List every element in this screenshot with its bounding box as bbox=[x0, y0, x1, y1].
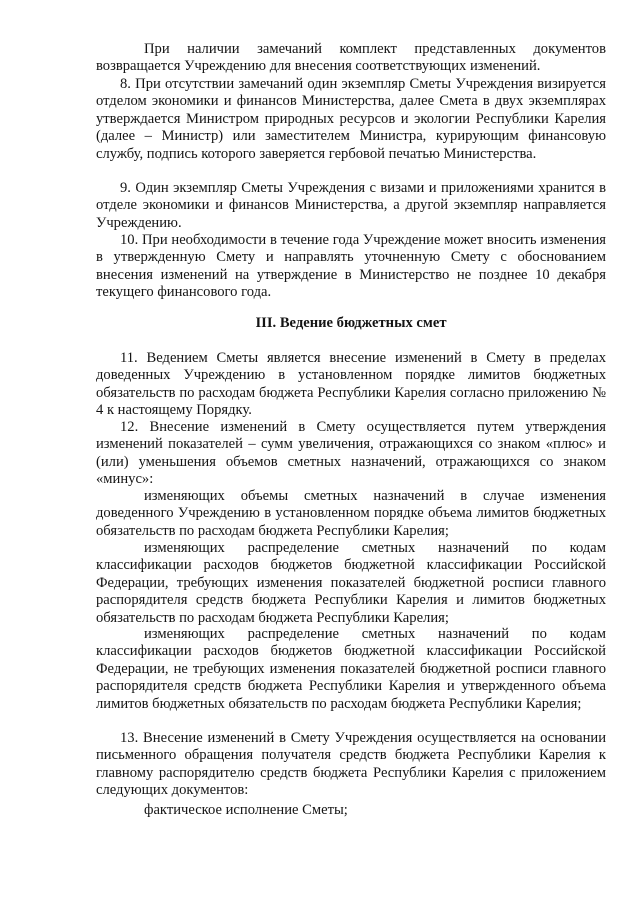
paragraph-8: 8. При отсутствии замечаний один экземпляр Сметы Учреждения визируется отделом экономики и финансов Министерства, далее Смета в двух экземплярах утверждается Министром природных ресурсов и экологии Республики Карелия (далее – Министр) или заместителем Министра, курирующим финансовую службу, подпись которого заверяется гербовой печатью Министерства. bbox=[96, 76, 606, 162]
list-item-13a: фактическое исполнение Сметы; bbox=[144, 802, 348, 818]
list-item-12c: изменяющих распределение сметных назначений по кодам классификации расходов бюджетов бюджетной классификации Российской Федерации, не требующих изменения показателей бюджетной росписи главного распорядителя средств бюджета Республики Карелия и утвержденного объема лимитов бюджетных обязательств по расходам бюджета Республики Карелия; bbox=[96, 626, 606, 712]
list-item-12a: изменяющих объемы сметных назначений в случае изменения доведенного Учреждению в установленном порядке объема лимитов бюджетных обязательств по расходам бюджета Республики Карелия; bbox=[96, 488, 606, 539]
paragraph-13: 13. Внесение изменений в Смету Учреждения осуществляется на основании письменного обращения получателя средств бюджета Республики Карелия к главному распорядителю средств бюджета Республики Карелия с приложением следующих документов: bbox=[96, 730, 606, 799]
section-heading: III. Ведение бюджетных смет bbox=[255, 315, 447, 331]
paragraph-12: 12. Внесение изменений в Смету осуществляется путем утверждения изменений показателей – сумм увеличения, отражающихся со знаком «плюс» и (или) уменьшения объемов сметных назначений, отражающихся со знаком «минус»: bbox=[96, 419, 606, 488]
list-item-12b: изменяющих распределение сметных назначений по кодам классификации расходов бюджетов бюджетной классификации Российской Федерации, требующих изменения показателей бюджетной росписи главного распорядителя средств бюджета Республики Карелия и лимитов бюджетных обязательств по расходам бюджета Республики Карелия; bbox=[96, 540, 606, 626]
paragraph-10: 10. При необходимости в течение года Учреждение может вносить изменения в утвержденную Смету и направлять уточненную Смету с обоснованием внесения изменений на утверждение в Министерство не позднее 10 декабря текущего финансового года. bbox=[96, 232, 606, 301]
paragraph-9: 9. Один экземпляр Сметы Учреждения с визами и приложениями хранится в отделе экономики и финансов Министерства, а другой экземпляр направляется Учреждению. bbox=[96, 180, 606, 231]
paragraph-11: 11. Ведением Сметы является внесение изменений в Смету в пределах доведенных Учреждению в установленном порядке лимитов бюджетных обязательств по расходам бюджета Республики Карелия согласно приложению № 4 к настоящему Порядку. bbox=[96, 350, 606, 419]
paragraph-remarks-return: При наличии замечаний комплект представленных документов возвращается Учреждению для внесения соответствующих изменений. bbox=[96, 41, 606, 75]
